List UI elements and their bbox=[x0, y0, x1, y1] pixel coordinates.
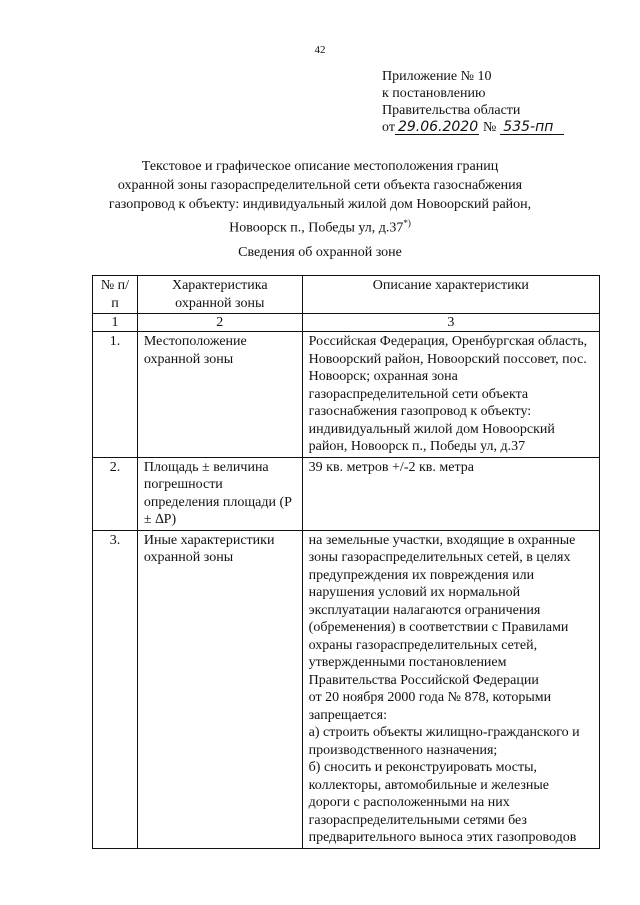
description-paragraph: 39 кв. метров +/-2 кв. метра bbox=[308, 459, 474, 475]
row-number: 2. bbox=[93, 457, 138, 530]
date-prefix: от bbox=[382, 120, 395, 135]
column-number-row bbox=[93, 314, 600, 332]
title-line-3: газопровод к объекту: индивидуальный жилой дом Новоорский район, bbox=[108, 197, 532, 212]
description-paragraph: Российская Федерация, Оренбургская область, Новоорский район, Новоорский поссовет, пос. Новоорск; охранная зона газораспределительной сети объекта газоснабжения газопровод к объекту: индивидуальный жилой дом Новоорский район, Новоорск п., Победы ул, д.37 bbox=[308, 334, 588, 454]
decree-date: 29.06.2020 bbox=[395, 120, 479, 135]
appendix-line-3: Правительства области bbox=[382, 103, 521, 118]
decree-date-number bbox=[382, 119, 564, 136]
column-number-2: 2 bbox=[137, 314, 302, 332]
document-title bbox=[0, 157, 640, 238]
row-characteristic: Местоположение охранной зоны bbox=[137, 332, 302, 458]
row-description bbox=[302, 530, 599, 848]
title-line-4 bbox=[0, 214, 640, 238]
appendix-line-1: Приложение № 10 bbox=[382, 69, 492, 84]
title-address: Новоорск п., Победы ул, д.37 bbox=[229, 220, 404, 236]
title-line-2: охранной зоны газораспределительной сети объекта газоснабжения bbox=[117, 178, 523, 193]
appendix-line-2: к постановлению bbox=[382, 86, 486, 101]
footnote-mark: *) bbox=[403, 218, 411, 228]
appendix-block bbox=[382, 68, 564, 136]
title-line-1: Текстовое и графическое описание местоположения границ bbox=[141, 159, 499, 174]
section-title: Сведения об охранной зоне bbox=[238, 245, 402, 260]
row-description bbox=[302, 332, 599, 458]
page-number: 42 bbox=[314, 44, 326, 56]
decree-number: 535-пп bbox=[500, 120, 564, 135]
table-row bbox=[93, 530, 600, 848]
protection-zone-table bbox=[92, 275, 600, 849]
number-prefix: № bbox=[482, 120, 497, 135]
header-characteristic: Характеристика охранной зоны bbox=[137, 276, 302, 314]
table-row bbox=[93, 457, 600, 530]
description-paragraph: на земельные участки, входящие в охранные зоны газораспределительных сетей, в целях предупреждения их повреждения или нарушения условий их нормальной эксплуатации налагаются ограничения (обременения) в соответствии с Правилами охраны газораспределительных сетей, утвержденными постановлением Правительства Российской Федерации bbox=[308, 532, 576, 688]
row-number: 3. bbox=[93, 530, 138, 848]
table-row bbox=[93, 332, 600, 458]
header-description: Описание характеристики bbox=[302, 276, 599, 314]
row-description bbox=[302, 457, 599, 530]
description-paragraph: б) сносить и реконструировать мосты, коллекторы, автомобильные и железные дороги с расположенными на них газораспределительными сетями без предварительного выноса этих газопроводов bbox=[308, 760, 577, 845]
row-characteristic: Площадь ± величина погрешности определения площади (Р ± ∆Р) bbox=[137, 457, 302, 530]
table-header-row bbox=[93, 276, 600, 314]
row-number: 1. bbox=[93, 332, 138, 458]
column-number-1: 1 bbox=[93, 314, 138, 332]
row-characteristic: Иные характеристики охранной зоны bbox=[137, 530, 302, 848]
header-number: № п/п bbox=[93, 276, 138, 314]
description-paragraph: а) строить объекты жилищно-гражданского и производственного назначения; bbox=[308, 725, 580, 758]
column-number-3: 3 bbox=[302, 314, 599, 332]
description-paragraph: от 20 ноября 2000 года № 878, которыми запрещается: bbox=[308, 690, 552, 723]
